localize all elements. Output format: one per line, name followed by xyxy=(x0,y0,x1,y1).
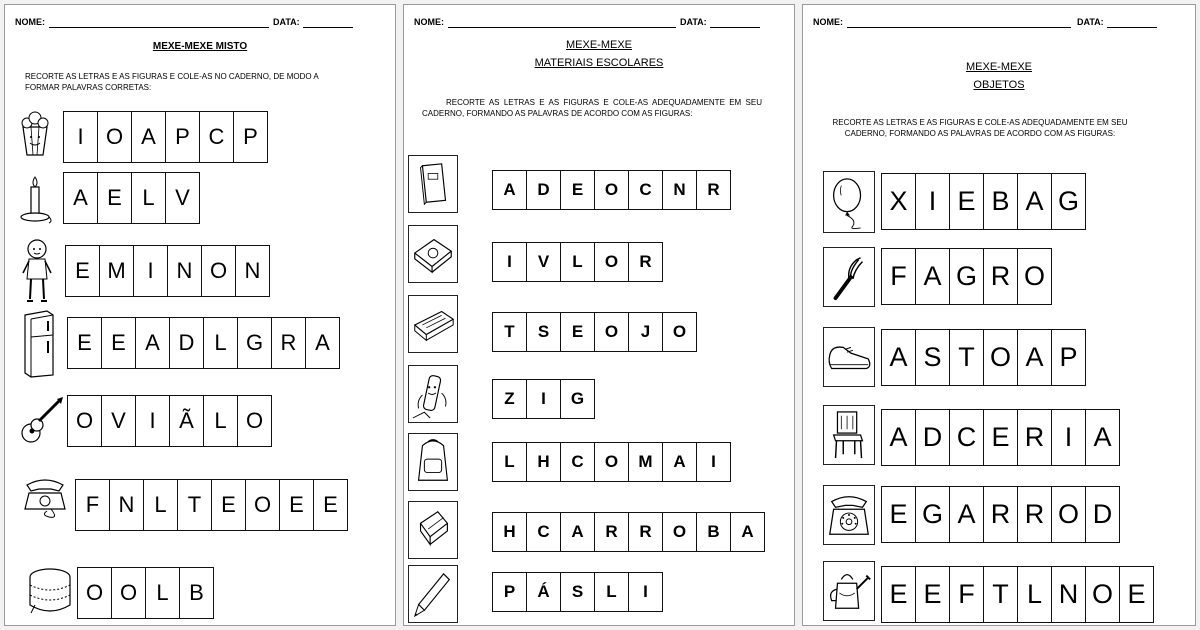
worksheet-subtitle: OBJETOS xyxy=(973,79,1025,91)
letter-tile: X xyxy=(882,174,916,229)
pencil-case-icon xyxy=(408,295,458,353)
boy-icon xyxy=(21,237,53,305)
letter-tile: O xyxy=(663,313,697,351)
letter-tile: Z xyxy=(493,380,527,418)
worksheet-title: MEXE-MEXE xyxy=(965,61,1032,73)
letter-tile: O xyxy=(1086,567,1120,622)
letter-tile: A xyxy=(1018,330,1052,385)
letter-tile: P xyxy=(493,573,527,611)
eraser-icon xyxy=(408,501,458,559)
letter-tile: Ã xyxy=(170,396,204,446)
letter-tiles xyxy=(75,479,348,531)
letter-tile: L xyxy=(595,573,629,611)
chair-icon xyxy=(823,405,875,465)
popcorn-icon xyxy=(15,107,55,157)
letter-tile: C xyxy=(561,443,595,481)
letter-tile: P xyxy=(234,112,268,162)
letter-tile: R xyxy=(272,318,306,368)
letter-tile: A xyxy=(950,487,984,542)
letter-tile: A xyxy=(1018,174,1052,229)
letter-tile: O xyxy=(595,313,629,351)
letter-tile: H xyxy=(527,443,561,481)
letter-tile: L xyxy=(561,243,595,281)
balloon-icon xyxy=(823,171,875,233)
letter-tile: S xyxy=(561,573,595,611)
letter-tile: F xyxy=(950,567,984,622)
letter-tile: T xyxy=(950,330,984,385)
cake-icon xyxy=(27,565,73,617)
letter-tiles xyxy=(67,395,272,447)
nome-label: NOME: xyxy=(414,17,444,27)
letter-tile: I xyxy=(134,246,168,296)
letter-tile: L xyxy=(204,318,238,368)
nome-field[interactable] xyxy=(448,27,676,28)
letter-tile: O xyxy=(984,330,1018,385)
book-icon xyxy=(408,225,458,283)
letter-tile: A xyxy=(493,171,527,209)
letter-tile: O xyxy=(595,171,629,209)
letter-tile: N xyxy=(663,171,697,209)
letter-tile: D xyxy=(527,171,561,209)
candle-icon xyxy=(15,175,55,225)
letter-tile: L xyxy=(1018,567,1052,622)
worksheet-title: MEXE-MEXE MISTO xyxy=(152,41,248,52)
letter-tiles xyxy=(65,245,270,297)
letter-tile: C xyxy=(200,112,234,162)
fork-icon xyxy=(823,247,875,307)
letter-tiles xyxy=(881,486,1120,543)
worksheet-objetos xyxy=(802,4,1196,626)
letter-tiles xyxy=(492,170,731,210)
letter-tiles xyxy=(67,317,340,369)
letter-tile: T xyxy=(178,480,212,530)
letter-tile: R xyxy=(629,243,663,281)
letter-tile: L xyxy=(204,396,238,446)
data-field[interactable] xyxy=(303,27,353,28)
letter-tiles xyxy=(492,312,697,352)
letter-tile: D xyxy=(1086,487,1120,542)
letter-tiles xyxy=(881,248,1052,305)
letter-tile: E xyxy=(561,313,595,351)
letter-tiles xyxy=(881,173,1086,230)
rotary-phone-icon xyxy=(823,485,875,545)
letter-tile: A xyxy=(132,112,166,162)
letter-tile: O xyxy=(98,112,132,162)
letter-tiles xyxy=(492,572,663,612)
letter-tile: T xyxy=(984,567,1018,622)
letter-tile: E xyxy=(1120,567,1154,622)
letter-tile: G xyxy=(916,487,950,542)
worksheet-title: MEXE-MEXE xyxy=(565,39,632,51)
letter-tile: G xyxy=(1052,174,1086,229)
instructions: RECORTE AS LETRAS E AS FIGURAS E COLE-AS NO CADERNO, DE MODO A FORMAR PALAVRAS CORRETAS: xyxy=(25,72,319,92)
letter-tiles xyxy=(77,567,214,619)
worksheet-materiais-escolares xyxy=(403,4,795,626)
guitar-icon xyxy=(17,395,65,445)
letter-tile: R xyxy=(595,513,629,551)
chalk-icon xyxy=(408,365,458,423)
letter-tile: G xyxy=(950,249,984,304)
letter-tile: R xyxy=(697,171,731,209)
letter-tile: C xyxy=(629,171,663,209)
letter-tile: A xyxy=(136,318,170,368)
letter-tile: E xyxy=(984,410,1018,465)
letter-tile: I xyxy=(629,573,663,611)
letter-tile: N xyxy=(110,480,144,530)
letter-tile: C xyxy=(950,410,984,465)
worksheet-misto xyxy=(4,4,396,626)
letter-tile: J xyxy=(629,313,663,351)
name-date-header xyxy=(813,15,1185,31)
letter-tile: M xyxy=(629,443,663,481)
letter-tile: Á xyxy=(527,573,561,611)
nome-field[interactable] xyxy=(847,27,1071,28)
instructions: RECORTE AS LETRAS E AS FIGURAS E COLE-AS ADEQUADAMENTE EM SEU CADERNO, FORMANDO AS PALAVRAS DE ACORDO COM AS FIGURAS: xyxy=(422,98,762,118)
letter-tile: O xyxy=(246,480,280,530)
letter-tile: I xyxy=(527,380,561,418)
letter-tile: I xyxy=(493,243,527,281)
name-date-header xyxy=(414,15,784,31)
letter-tile: N xyxy=(236,246,270,296)
letter-tile: G xyxy=(238,318,272,368)
letter-tile: A xyxy=(916,249,950,304)
nome-field[interactable] xyxy=(49,27,269,28)
letter-tile: I xyxy=(1052,410,1086,465)
letter-tile: I xyxy=(64,112,98,162)
instructions: RECORTE AS LETRAS E AS FIGURAS E COLE-AS ADEQUADAMENTE EM SEU CADERNO, FORMANDO AS PALAVRAS DE ACORDO COM AS FIGURAS: xyxy=(832,118,1128,138)
letter-tile: V xyxy=(102,396,136,446)
letter-tile: R xyxy=(1018,487,1052,542)
letter-tile: S xyxy=(527,313,561,351)
letter-tile: F xyxy=(882,249,916,304)
letter-tile: E xyxy=(68,318,102,368)
letter-tile: O xyxy=(68,396,102,446)
letter-tile: L xyxy=(146,568,180,618)
letter-tile: L xyxy=(493,443,527,481)
letter-tiles xyxy=(63,111,268,163)
nome-label: NOME: xyxy=(813,17,843,27)
letter-tiles xyxy=(881,329,1086,386)
letter-tiles xyxy=(492,442,731,482)
letter-tile: E xyxy=(280,480,314,530)
letter-tile: R xyxy=(629,513,663,551)
letter-tile: R xyxy=(1018,410,1052,465)
letter-tile: A xyxy=(731,513,765,551)
letter-tile: E xyxy=(882,487,916,542)
backpack-icon xyxy=(408,433,458,491)
letter-tile: E xyxy=(916,567,950,622)
letter-tile: O xyxy=(595,443,629,481)
nome-label: NOME: xyxy=(15,17,45,27)
refrigerator-icon xyxy=(21,309,57,379)
letter-tile: C xyxy=(527,513,561,551)
letter-tile: O xyxy=(202,246,236,296)
letter-tile: R xyxy=(984,249,1018,304)
letter-tile: E xyxy=(950,174,984,229)
pencil-icon xyxy=(408,565,458,623)
letter-tile: O xyxy=(1018,249,1052,304)
letter-tile: A xyxy=(663,443,697,481)
letter-tile: V xyxy=(527,243,561,281)
letter-tiles xyxy=(881,409,1120,466)
letter-tile: L xyxy=(144,480,178,530)
letter-tile: H xyxy=(493,513,527,551)
data-field[interactable] xyxy=(1107,27,1157,28)
letter-tile: L xyxy=(132,173,166,223)
letter-tile: E xyxy=(314,480,348,530)
name-date-header xyxy=(15,15,385,31)
letter-tile: E xyxy=(66,246,100,296)
letter-tile: O xyxy=(1052,487,1086,542)
letter-tiles xyxy=(492,512,765,552)
letter-tiles xyxy=(881,566,1154,623)
letter-tile: O xyxy=(238,396,272,446)
letter-tile: I xyxy=(697,443,731,481)
letter-tile: D xyxy=(170,318,204,368)
letter-tile: B xyxy=(180,568,214,618)
letter-tile: A xyxy=(882,330,916,385)
letter-tile: A xyxy=(64,173,98,223)
data-field[interactable] xyxy=(710,27,760,28)
letter-tile: O xyxy=(595,243,629,281)
letter-tiles xyxy=(492,379,595,419)
letter-tile: A xyxy=(306,318,340,368)
letter-tile: A xyxy=(561,513,595,551)
letter-tile: N xyxy=(1052,567,1086,622)
letter-tile: D xyxy=(916,410,950,465)
letter-tile: B xyxy=(984,174,1018,229)
letter-tile: T xyxy=(493,313,527,351)
letter-tile: O xyxy=(112,568,146,618)
letter-tile: P xyxy=(1052,330,1086,385)
letter-tile: G xyxy=(561,380,595,418)
shoe-icon xyxy=(823,327,875,387)
letter-tile: O xyxy=(663,513,697,551)
letter-tile: E xyxy=(98,173,132,223)
letter-tile: V xyxy=(166,173,200,223)
letter-tile: P xyxy=(166,112,200,162)
letter-tile: B xyxy=(697,513,731,551)
letter-tile: N xyxy=(168,246,202,296)
data-label: DATA: xyxy=(1077,17,1104,27)
worksheet-subtitle: MATERIAIS ESCOLARES xyxy=(534,57,664,69)
letter-tile: R xyxy=(984,487,1018,542)
data-label: DATA: xyxy=(273,17,300,27)
letter-tile: E xyxy=(102,318,136,368)
telephone-icon xyxy=(21,475,69,519)
letter-tile: F xyxy=(76,480,110,530)
letter-tile: I xyxy=(916,174,950,229)
letter-tile: E xyxy=(212,480,246,530)
letter-tile: I xyxy=(136,396,170,446)
watering-can-icon xyxy=(823,561,875,621)
letter-tile: E xyxy=(882,567,916,622)
letter-tile: S xyxy=(916,330,950,385)
letter-tile: A xyxy=(1086,410,1120,465)
letter-tile: A xyxy=(882,410,916,465)
letter-tiles xyxy=(492,242,663,282)
letter-tile: E xyxy=(561,171,595,209)
data-label: DATA: xyxy=(680,17,707,27)
letter-tile: M xyxy=(100,246,134,296)
letter-tiles xyxy=(63,172,200,224)
letter-tile: O xyxy=(78,568,112,618)
notebook-icon xyxy=(408,155,458,213)
